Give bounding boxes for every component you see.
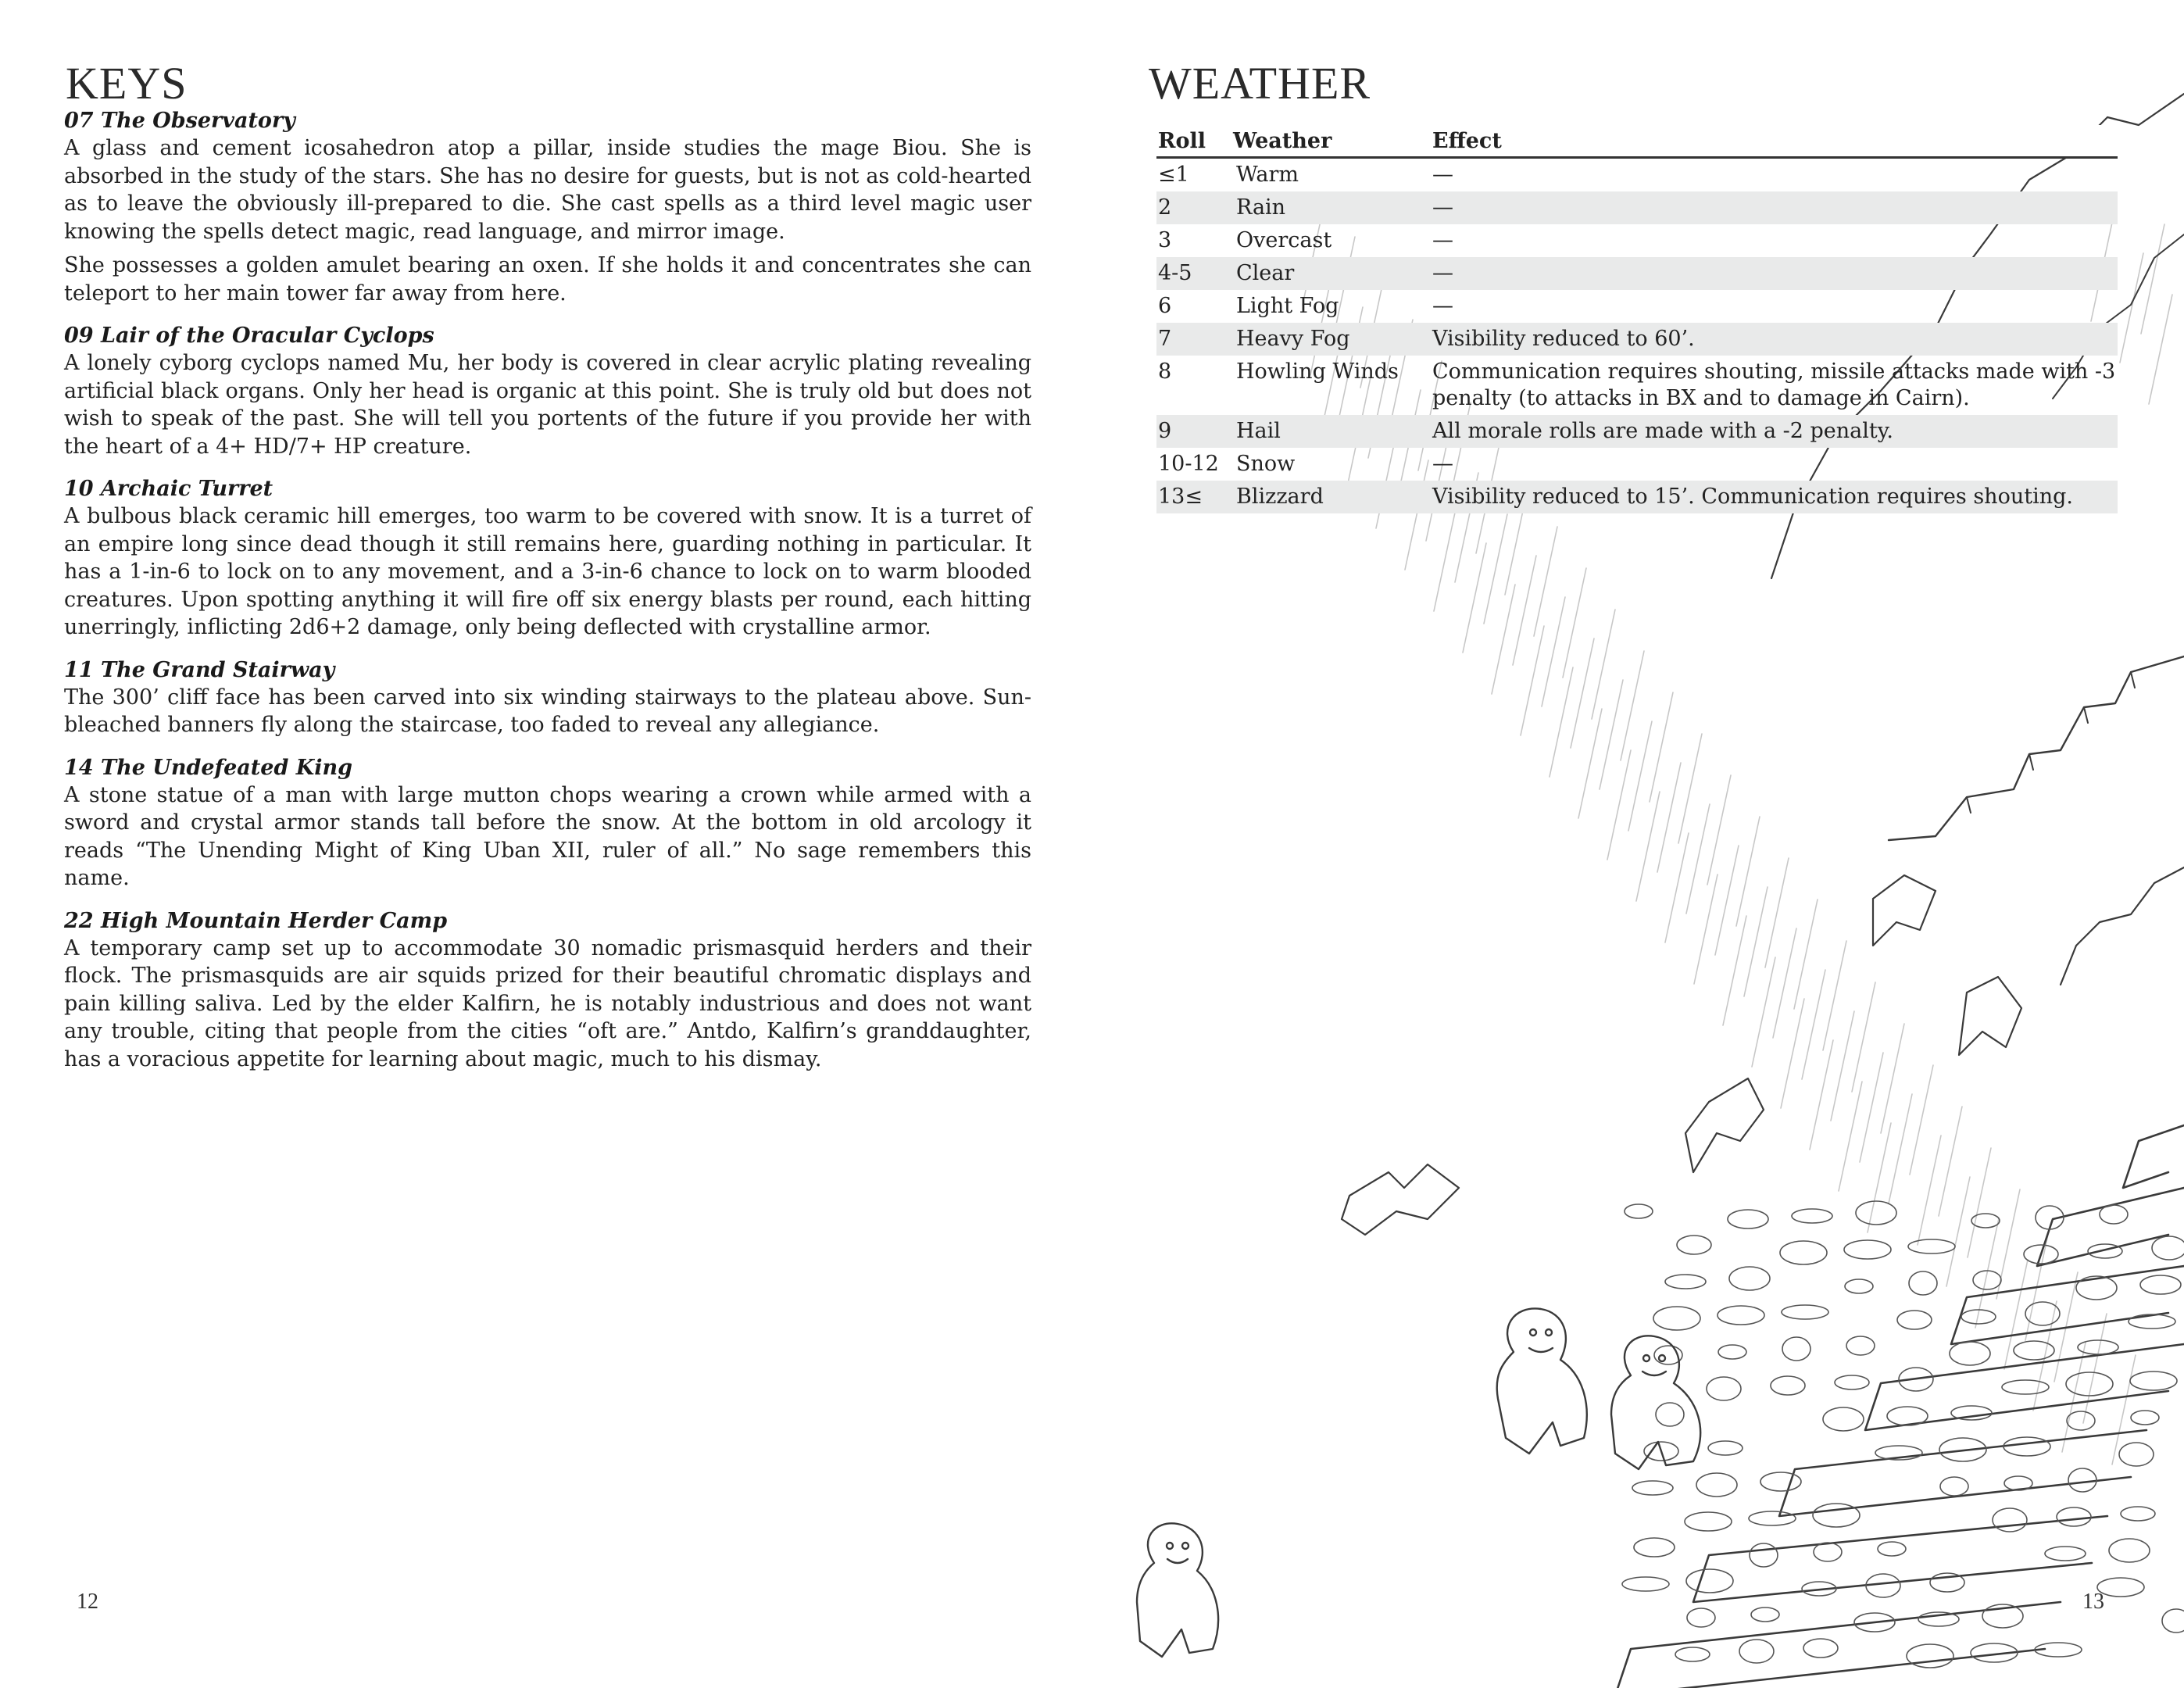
weather-roll-cell: 3 (1158, 228, 1172, 252)
key-entry-heading: 07 The Observatory (64, 109, 295, 133)
key-entry (64, 755, 1031, 892)
weather-effect-cell: — (1432, 261, 1453, 285)
weather-name-cell: Warm (1236, 163, 1299, 187)
weather-table-row (1156, 356, 2118, 415)
weather-roll-cell: 10-12 (1158, 452, 1219, 476)
key-entry-paragraph: The 300’ cliff face has been carved into six winding stairways to the plateau above. Sun-bleached banners fly along the staircase, too faded to reveal any allegiance. (64, 685, 1031, 737)
weather-name-cell: Rain (1236, 195, 1286, 220)
weather-name-cell: Blizzard (1236, 485, 1324, 509)
key-entry-paragraph: A temporary camp set up to accommodate 30 nomadic prismasquid herders and their flock. The prismasquids are air squids prized for their beautiful chromatic displays and pain killing saliva. Led by the elder Kalfirn, he is notably industrious and does not want any trouble, citing that people from the cities “oft are.” Antdo, Kalfirn’s granddaughter, has a voracious appetite for learning about magic, much to his dismay. (64, 935, 1031, 1071)
page-number-left: 12 (77, 1590, 98, 1614)
key-entry-heading: 09 Lair of the Oracular Cyclops (64, 324, 434, 348)
weather-name-cell: Clear (1236, 261, 1295, 285)
key-entry (64, 323, 1031, 460)
weather-roll-cell: 4-5 (1158, 261, 1192, 285)
weather-table-body (1156, 159, 2118, 513)
key-entry-paragraph: A lonely cyborg cyclops named Mu, her body is covered in clear acrylic plating revealing artificial black organs. Only her head is organic at this point. She is truly old but does not wish to speak of the past. She will tell you portents of the future if you provide her with the heart of a 4+ HD/7+ HP creature. (64, 351, 1031, 459)
weather-table-row (1156, 415, 2118, 448)
column-header-weather: Weather (1233, 129, 1332, 153)
key-entry-paragraph: A glass and cement icosahedron atop a pillar, inside studies the mage Biou. She is absorbed in the study of the stars. She has no desire for guests, but is not as cold-hearted as to leave the obviously ill-prepared to die. She cast spells as a third level magic user knowing the spells detect magic, read language, and mirror image. (64, 136, 1031, 244)
key-entry-paragraph: A bulbous black ceramic hill emerges, too warm to be covered with snow. It is a turret of an empire long since dead though it still remains here, guarding nothing in particular. It has a 1-in-6 to lock on to any movement, and a 3-in-6 chance to lock on to warm blooded creatures. Upon spotting anything it will fire off six energy blasts per round, each hitting unerringly, inflicting 2d6+2 damage, only being deflected with crystalline armor. (64, 504, 1031, 639)
key-entry-heading: 10 Archaic Turret (64, 477, 273, 501)
weather-name-cell: Light Fog (1236, 294, 1339, 318)
weather-roll-cell: 8 (1158, 359, 1172, 384)
weather-table-row (1156, 159, 2118, 191)
weather-name-cell: Overcast (1236, 228, 1332, 252)
weather-table (1156, 125, 2118, 513)
weather-effect-cell: All morale rolls are made with a -2 penalty. (1432, 419, 1894, 443)
weather-table-header (1156, 125, 2118, 159)
weather-title: WEATHER (1149, 58, 1371, 109)
weather-effect-cell: Visibility reduced to 15’. Communication requires shouting. (1432, 485, 2073, 509)
weather-name-cell: Heavy Fog (1236, 327, 1350, 351)
weather-table-row (1156, 290, 2118, 323)
key-entry (64, 908, 1031, 1074)
weather-effect-cell: — (1432, 452, 1453, 476)
weather-roll-cell: ≤1 (1158, 163, 1189, 187)
weather-table-row (1156, 323, 2118, 356)
key-entry-heading: 11 The Grand Stairway (64, 657, 335, 682)
weather-effect-cell: — (1432, 228, 1453, 252)
key-entry-paragraph: She possesses a golden amulet bearing an oxen. If she holds it and concentrates she can teleport to her main tower far away from here. (64, 253, 1031, 306)
key-entry (64, 108, 1031, 307)
key-entry-paragraph: A stone statue of a man with large mutton chops wearing a crown while armed with a sword and crystal armor stands tall before the snow. At the bottom in old arcology it reads “The Unending Might of King Uban XII, ruler of all.” No sage remembers this name. (64, 782, 1031, 890)
weather-table-row (1156, 481, 2118, 513)
weather-roll-cell: 9 (1158, 419, 1172, 443)
weather-name-cell: Hail (1236, 419, 1281, 443)
column-header-effect: Effect (1432, 129, 1502, 153)
page-number-right: 13 (2082, 1590, 2104, 1614)
keys-title: KEYS (66, 58, 188, 109)
weather-roll-cell: 2 (1158, 195, 1172, 220)
weather-table-row (1156, 448, 2118, 481)
weather-table-row (1156, 191, 2118, 224)
weather-roll-cell: 6 (1158, 294, 1172, 318)
weather-table-row (1156, 257, 2118, 290)
weather-name-cell: Howling Winds (1236, 359, 1399, 384)
weather-effect-cell: Communication requires shouting, missile attacks made with -3 penalty (to attacks in BX and to damage in Cairn). (1432, 359, 2116, 410)
weather-name-cell: Snow (1236, 452, 1296, 476)
column-header-roll: Roll (1158, 129, 1206, 153)
weather-effect-cell: — (1432, 294, 1453, 318)
key-entry (64, 657, 1031, 739)
weather-roll-cell: 13≤ (1158, 485, 1203, 509)
weather-effect-cell: — (1432, 195, 1453, 220)
key-entry (64, 476, 1031, 642)
weather-table-row (1156, 224, 2118, 257)
key-entry-heading: 22 High Mountain Herder Camp (64, 908, 448, 933)
weather-effect-cell: — (1432, 163, 1453, 187)
weather-roll-cell: 7 (1158, 327, 1172, 351)
weather-effect-cell: Visibility reduced to 60’. (1432, 327, 1695, 351)
key-entry-heading: 14 The Undefeated King (64, 755, 352, 780)
keys-entries (64, 108, 1031, 1089)
